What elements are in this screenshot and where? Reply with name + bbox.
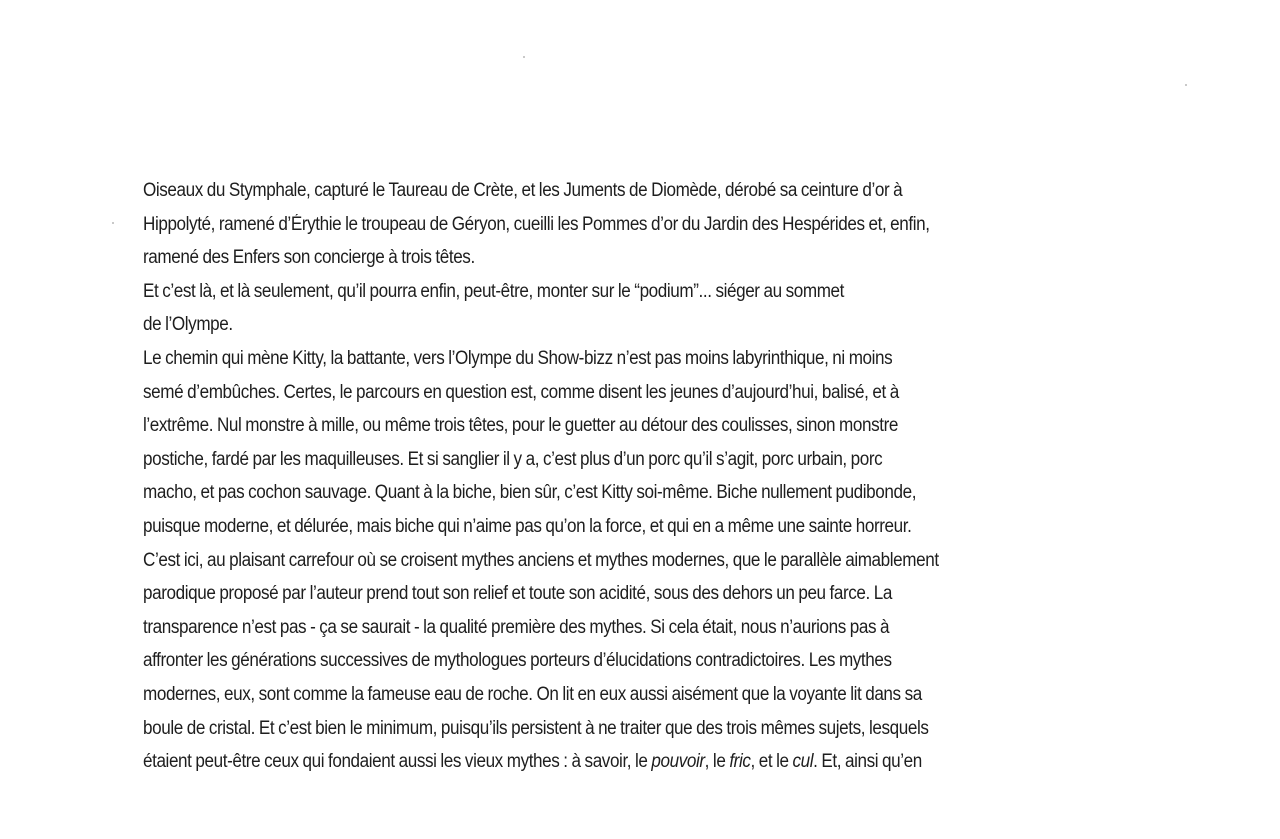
- text-line: Hippolyté, ramené d’Érythie le troupeau de Géryon, cueilli les Pommes d’or du Jardin des Hespérides et, enfin,: [143, 213, 930, 235]
- text-line: C’est ici, au plaisant carrefour où se croisent mythes anciens et mythes modernes, que le parallèle aimablement: [143, 549, 939, 571]
- text-line: postiche, fardé par les maquilleuses. Et si sanglier il y a, c’est plus d’un porc qu’il s’agit, porc urbain, porc: [143, 448, 883, 470]
- text-line: Le chemin qui mène Kitty, la battante, vers l’Olympe du Show-bizz n’est pas moins labyrinthique, ni moins: [143, 347, 893, 369]
- text-line: affronter les générations successives de mythologues porteurs d’élucidations contradictoires. Les mythes: [143, 650, 892, 672]
- italic-word: fric: [729, 751, 751, 773]
- text-line: l’extrême. Nul monstre à mille, ou même trois têtes, pour le guetter au détour des coulisses, sinon monstre: [143, 415, 898, 437]
- text-segment: . Et, ainsi qu’en: [813, 751, 922, 773]
- text-line: Et c’est là, et là seulement, qu’il pourra enfin, peut-être, monter sur le “podium”... siéger au sommet: [143, 280, 844, 302]
- text-line: parodique proposé par l’auteur prend tout son relief et toute son acidité, sous des dehors un peu farce. La: [143, 583, 892, 605]
- text-line: transparence n’est pas - ça se saurait - la qualité première des mythes. Si cela était, nous n’aurions pas à: [143, 616, 890, 638]
- text-line-last: [143, 745, 1007, 779]
- italic-word: cul: [792, 751, 814, 773]
- text-line: Oiseaux du Stymphale, capturé le Taureau de Crète, et les Juments de Diomède, dérobé sa ceinture d’or à: [143, 180, 903, 201]
- text-line: macho, et pas cochon sauvage. Quant à la biche, bien sûr, c’est Kitty soi-même. Biche nullement pudibonde,: [143, 482, 917, 504]
- text-line: semé d’embûches. Certes, le parcours en question est, comme disent les jeunes d’aujourd’hui, balisé, et à: [143, 381, 899, 403]
- text-segment: étaient peut-être ceux qui fondaient aussi les vieux mythes : à savoir, le: [143, 751, 652, 773]
- scan-speck: [523, 56, 525, 58]
- text-segment: , le: [704, 751, 730, 773]
- text-line: modernes, eux, sont comme la fameuse eau de roche. On lit en eux aussi aisément que la voyante lit dans sa: [143, 683, 922, 705]
- scan-speck: [112, 222, 114, 224]
- text-segment: , et le: [750, 751, 793, 773]
- text-line: ramené des Enfers son concierge à trois têtes.: [143, 247, 475, 269]
- text-line: de l’Olympe.: [143, 314, 233, 336]
- body-text: [143, 174, 1103, 779]
- italic-word: pouvoir: [651, 751, 705, 773]
- text-line: boule de cristal. Et c’est bien le minimum, puisqu’ils persistent à ne traiter que des trois mêmes sujets, lesquels: [143, 717, 929, 739]
- scan-speck: [1185, 84, 1187, 86]
- text-line: puisque moderne, et délurée, mais biche qui n’aime pas qu’on la force, et qui en a même une sainte horreur.: [143, 515, 912, 537]
